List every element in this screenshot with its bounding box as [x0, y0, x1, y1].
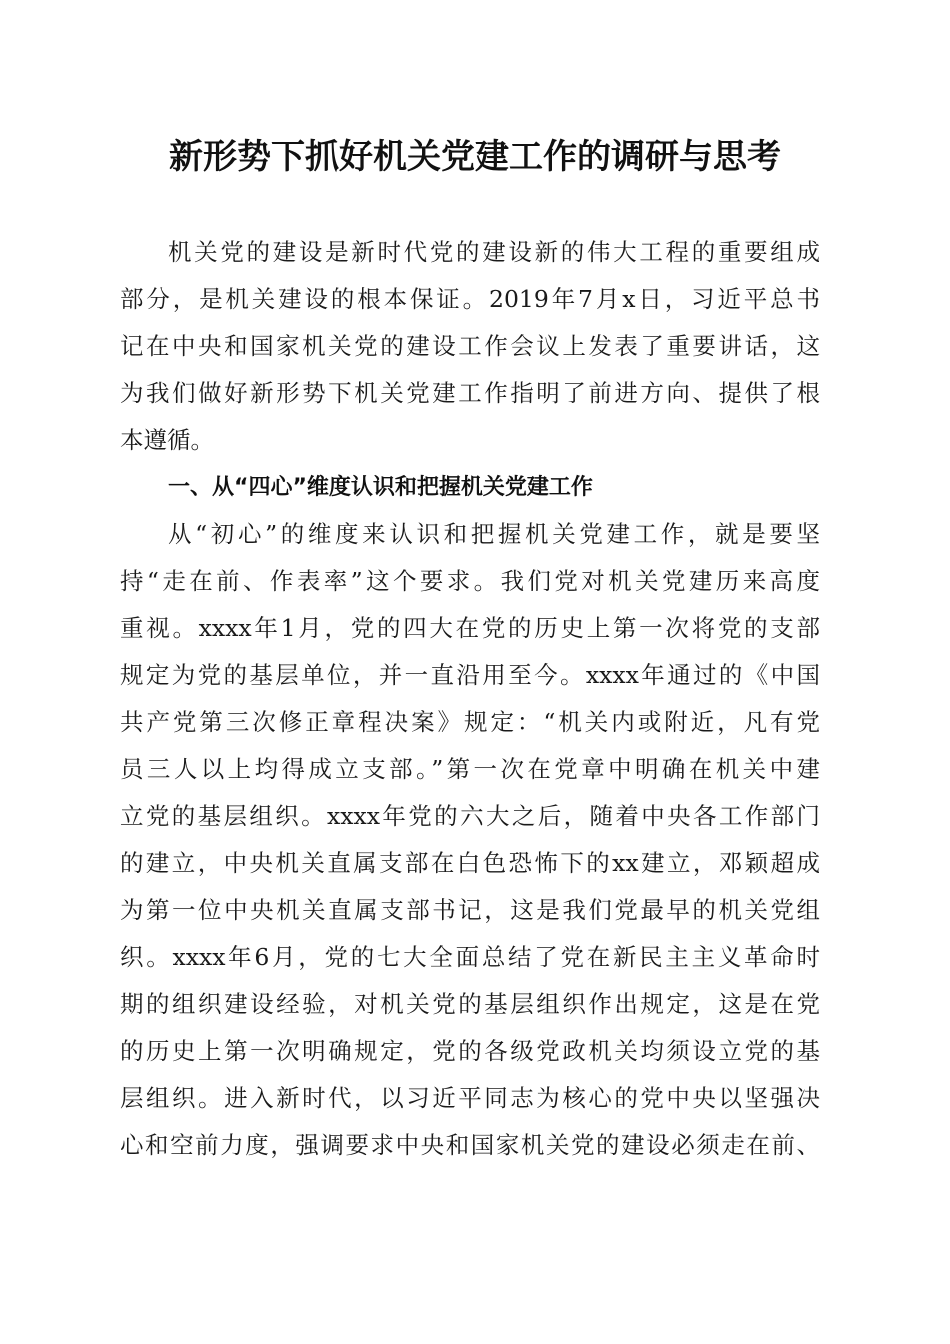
paragraph-2-line-5: 共产党第三次修正章程决案》规定：“机关内或附近，凡有党 [120, 708, 820, 736]
paragraph-2-line-11: 期的组织建设经验，对机关党的基层组织作出规定，这是在党 [120, 990, 820, 1018]
document-title: 新形势下抓好机关党建工作的调研与思考 [169, 137, 781, 177]
paragraph-2-line-13: 层组织。进入新时代，以习近平同志为核心的党中央以坚强决 [120, 1084, 820, 1112]
paragraph-2-line-14: 心和空前力度，强调要求中央和国家机关党的建设必须走在前、 [120, 1131, 820, 1159]
paragraph-2-line-9: 为第一位中央机关直属支部书记，这是我们党最早的机关党组 [120, 896, 820, 924]
paragraph-2-line-8: 的建立，中央机关直属支部在白色恐怖下的xx建立，邓颖超成 [120, 849, 820, 877]
paragraph-2-line-12: 的历史上第一次明确规定，党的各级党政机关均须设立党的基 [120, 1037, 820, 1065]
paragraph-2-line-6: 员三人以上均得成立支部。”第一次在党章中明确在机关中建 [120, 755, 820, 783]
paragraph-2-line-4: 规定为党的基层单位，并一直沿用至今。xxxx年通过的《中国 [120, 661, 820, 689]
paragraph-2-line-10: 织。xxxx年6月，党的七大全面总结了党在新民主主义革命时 [120, 943, 820, 971]
section-1-heading: 一、从“四心”维度认识和把握机关党建工作 [168, 475, 593, 500]
paragraph-1-line-5: 本遵循。 [120, 426, 214, 454]
paragraph-1-line-1: 机关党的建设是新时代党的建设新的伟大工程的重要组成 [168, 238, 820, 266]
paragraph-1-line-3: 记在中央和国家机关党的建设工作会议上发表了重要讲话，这 [120, 332, 820, 360]
paragraph-1-line-2: 部分，是机关建设的根本保证。2019年7月x日，习近平总书 [120, 285, 820, 313]
paragraph-2-line-2: 持“走在前、作表率”这个要求。我们党对机关党建历来高度 [120, 567, 820, 595]
paragraph-2-line-1: 从“初心”的维度来认识和把握机关党建工作，就是要坚 [168, 520, 820, 548]
paragraph-2-line-7: 立党的基层组织。xxxx年党的六大之后，随着中央各工作部门 [120, 802, 820, 830]
paragraph-1-line-4: 为我们做好新形势下机关党建工作指明了前进方向、提供了根 [120, 379, 820, 407]
paragraph-2-line-3: 重视。xxxx年1月，党的四大在党的历史上第一次将党的支部 [120, 614, 820, 642]
